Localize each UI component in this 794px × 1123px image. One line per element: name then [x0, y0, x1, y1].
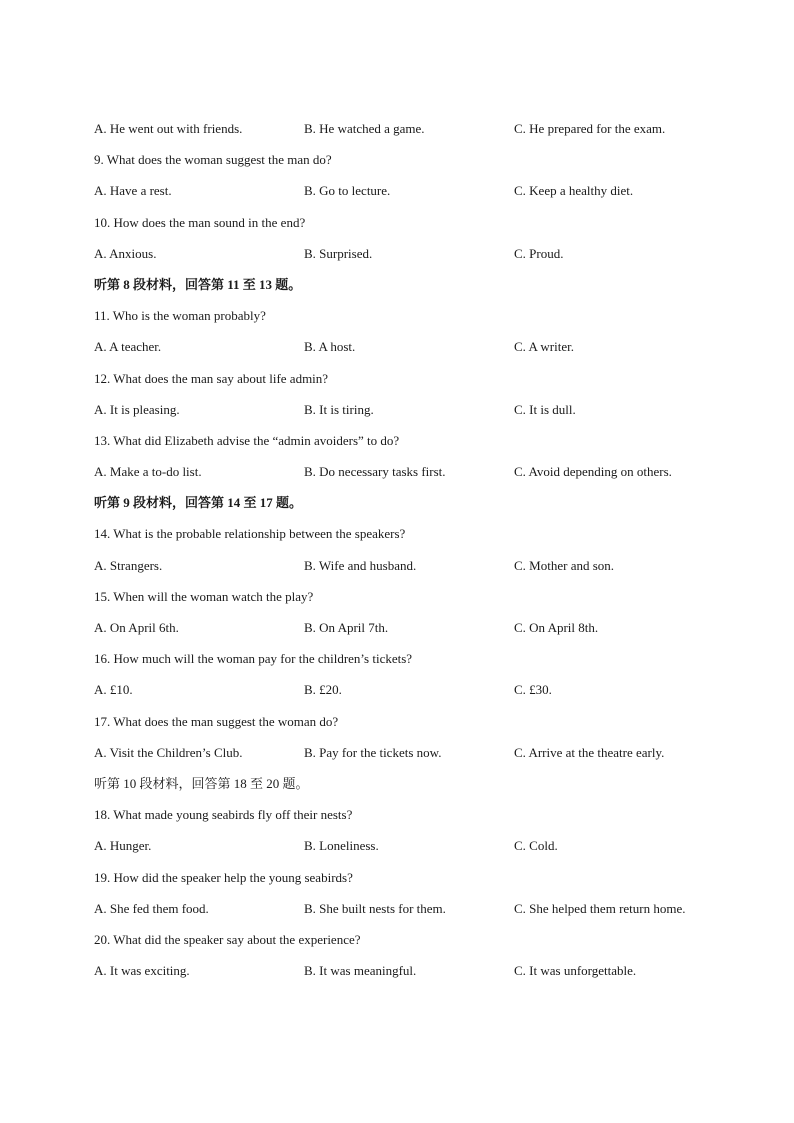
option-c: C. Cold.	[514, 838, 558, 854]
section-header-9: 听第 9 段材料，回答第 14 至 17 题。	[94, 495, 303, 511]
option-c: C. On April 8th.	[514, 620, 599, 635]
question-9: 9. What does the woman suggest the man do?	[94, 152, 332, 168]
option-a: A. Visit the Children’s Club.	[94, 744, 243, 760]
option-c: C. It is dull.	[514, 401, 576, 417]
options-row-18	[94, 836, 734, 867]
options-row-8	[94, 119, 734, 150]
option-c: C. Arrive at the theatre early.	[514, 744, 665, 760]
question-14: 14. What is the probable relationship between the speakers?	[94, 526, 406, 542]
option-a: A. Strangers.	[94, 557, 163, 573]
options-row-11	[94, 337, 734, 368]
question-15: 15. When will the woman watch the play?	[94, 588, 314, 604]
option-b: B. Surprised.	[304, 245, 373, 261]
option-b: B. He watched a game.	[304, 121, 425, 136]
options-row-20	[94, 961, 734, 992]
option-c: C. £30.	[514, 682, 552, 698]
option-b: B. Pay for the tickets now.	[304, 744, 442, 760]
option-a: A. £10.	[94, 682, 133, 698]
option-c: C. He prepared for the exam.	[514, 121, 666, 136]
exam-content	[94, 119, 734, 992]
option-c: C. It was unforgettable.	[514, 963, 637, 979]
option-b: B. A host.	[304, 339, 356, 355]
option-a: A. Anxious.	[94, 245, 157, 261]
option-b: B. Loneliness.	[304, 838, 379, 854]
question-20: 20. What did the speaker say about the experience?	[94, 931, 361, 947]
question-11: 11. Who is the woman probably?	[94, 308, 266, 324]
option-c: C. She helped them return home.	[514, 900, 686, 916]
options-row-12	[94, 400, 734, 431]
option-b: B. £20.	[304, 682, 342, 698]
question-16: 16. How much will the woman pay for the children’s tickets?	[94, 651, 413, 667]
question-12: 12. What does the man say about life admin?	[94, 370, 329, 386]
section-header-10: 听第 10 段材料，回答第 18 至 20 题。	[94, 775, 309, 791]
question-10: 10. How does the man sound in the end?	[94, 214, 306, 230]
option-a: A. Make a to-do list.	[94, 464, 202, 480]
options-row-10	[94, 244, 734, 275]
option-a: A. She fed them food.	[94, 900, 209, 916]
options-row-16	[94, 680, 734, 711]
option-c: C. Proud.	[514, 245, 564, 261]
option-a: A. It is pleasing.	[94, 401, 180, 417]
option-a: A. Hunger.	[94, 838, 152, 854]
option-b: B. Wife and husband.	[304, 557, 417, 573]
question-19: 19. How did the speaker help the young seabirds?	[94, 869, 353, 885]
question-18: 18. What made young seabirds fly off their nests?	[94, 807, 353, 823]
option-b: B. It was meaningful.	[304, 963, 417, 979]
option-c: C. Avoid depending on others.	[514, 464, 672, 480]
option-b: B. Go to lecture.	[304, 183, 391, 199]
options-row-9	[94, 181, 734, 212]
option-a: A. He went out with friends.	[94, 121, 243, 136]
option-c: C. A writer.	[514, 339, 574, 355]
options-row-14	[94, 556, 734, 587]
section-header-8: 听第 8 段材料，回答第 11 至 13 题。	[94, 276, 302, 292]
option-b: B. On April 7th.	[304, 620, 389, 635]
option-b: B. She built nests for them.	[304, 900, 446, 916]
option-a: A. A teacher.	[94, 339, 162, 355]
option-a: A. Have a rest.	[94, 183, 172, 199]
options-row-13	[94, 462, 734, 493]
question-13: 13. What did Elizabeth advise the “admin avoiders” to do?	[94, 432, 400, 448]
option-b: B. It is tiring.	[304, 401, 374, 417]
options-row-17	[94, 743, 734, 774]
option-a: A. It was exciting.	[94, 963, 190, 979]
option-c: C. Mother and son.	[514, 557, 615, 573]
option-a: A. On April 6th.	[94, 620, 179, 635]
question-17: 17. What does the man suggest the woman do?	[94, 713, 339, 729]
option-b: B. Do necessary tasks first.	[304, 464, 446, 480]
options-row-15	[94, 618, 734, 649]
options-row-19	[94, 899, 734, 930]
option-c: C. Keep a healthy diet.	[514, 183, 634, 199]
